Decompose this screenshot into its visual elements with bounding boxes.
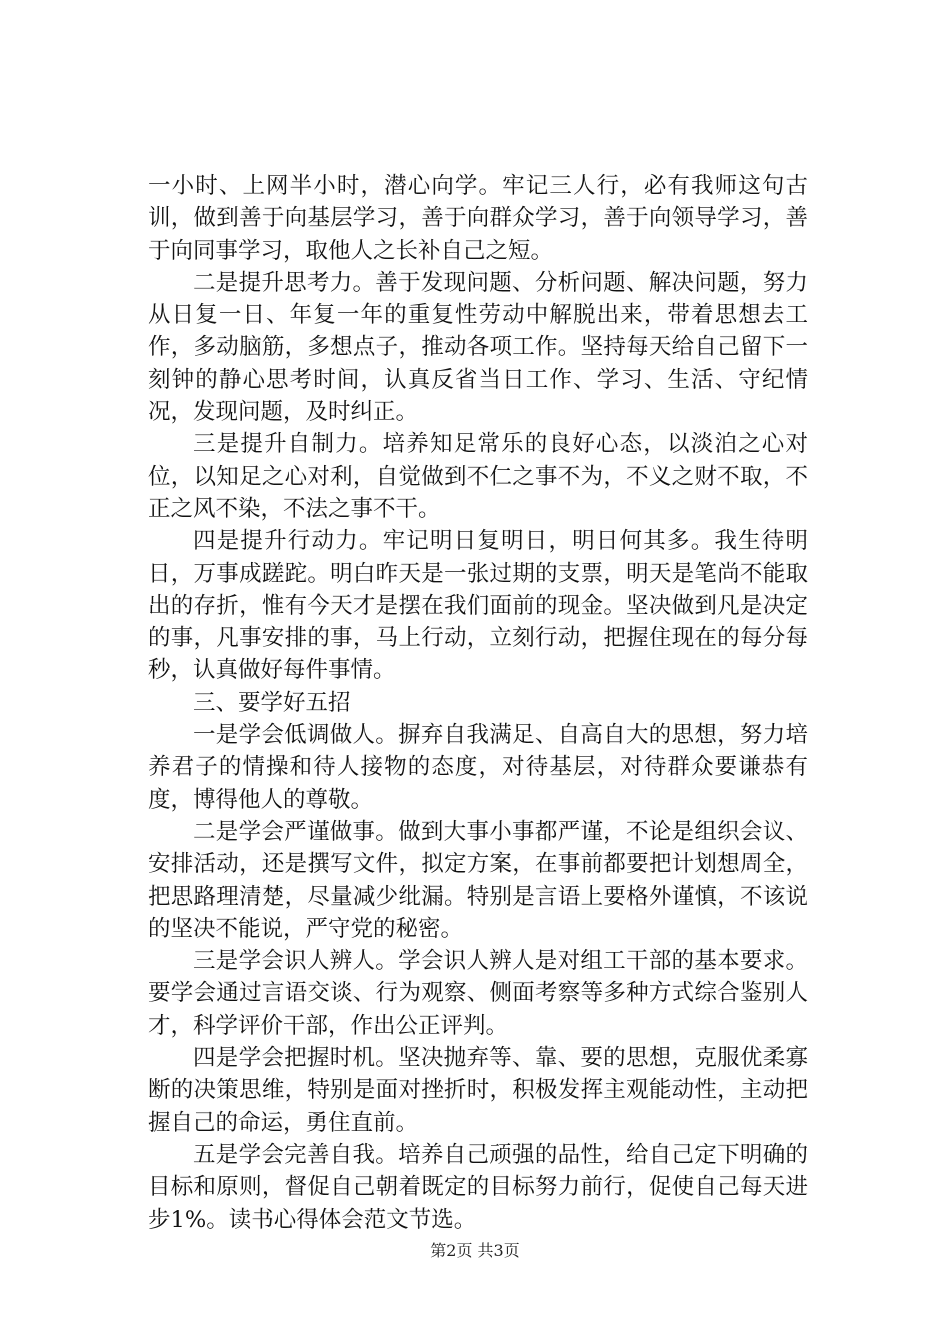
paragraph: 一小时、上网半小时，潜心向学。牢记三人行，必有我师这句古训，做到善于向基层学习，善于向群众学习，善于向领导学习，善于向同事学习，取他人之长补自己之短。 [148, 173, 808, 264]
paragraph: 二是学会严谨做事。做到大事小事都严谨，不论是组织会议、安排活动，还是撰写文件，拟定方案，在事前都要把计划想周全，把思路理清楚，尽量减少纰漏。特别是言语上要格外谨慎，不该说的坚决不能说，严守党的秘密。 [148, 818, 808, 942]
document-body [148, 170, 808, 1236]
page-number-footer: 第2页 共3页 [430, 1241, 520, 1260]
paragraph: 三是提升自制力。培养知足常乐的良好心态，以淡泊之心对位，以知足之心对利，自觉做到不仁之事不为，不义之财不取，不正之风不染，不法之事不干。 [148, 431, 808, 522]
paragraph: 二是提升思考力。善于发现问题、分析问题、解决问题，努力从日复一日、年复一年的重复性劳动中解脱出来，带着思想去工作，多动脑筋，多想点子，推动各项工作。坚持每天给自己留下一刻钟的静心思考时间，认真反省当日工作、学习、生活、守纪情况，发现问题，及时纠正。 [148, 269, 808, 426]
paragraph: 五是学会完善自我。培养自己顽强的品性，给自己定下明确的目标和原则，督促自己朝着既定的目标努力前行，促使自己每天进步1%。读书心得体会范文节选。 [148, 1141, 808, 1233]
paragraph: 一是学会低调做人。摒弃自我满足、自高自大的思想，努力培养君子的情操和待人接物的态度，对待基层，对待群众要谦恭有度，博得他人的尊敬。 [148, 722, 808, 813]
paragraph: 四是学会把握时机。坚决抛弃等、靠、要的思想，克服优柔寡断的决策思维，特别是面对挫折时，积极发挥主观能动性，主动把握自己的命运，勇住直前。 [148, 1045, 808, 1136]
paragraph: 三是学会识人辨人。学会识人辨人是对组工干部的基本要求。要学会通过言语交谈、行为观察、侧面考察等多种方式综合鉴别人才，科学评价干部，作出公正评判。 [148, 948, 808, 1039]
paragraph: 四是提升行动力。牢记明日复明日，明日何其多。我生待明日，万事成蹉跎。明白昨天是一张过期的支票，明天是笔尚不能取出的存折，惟有今天才是摆在我们面前的现金。坚决做到凡是决定的事，凡事安排的事，马上行动，立刻行动，把握住现在的每分每秒，认真做好每件事情。 [148, 528, 808, 684]
section-heading: 三、要学好五招 [193, 689, 351, 716]
